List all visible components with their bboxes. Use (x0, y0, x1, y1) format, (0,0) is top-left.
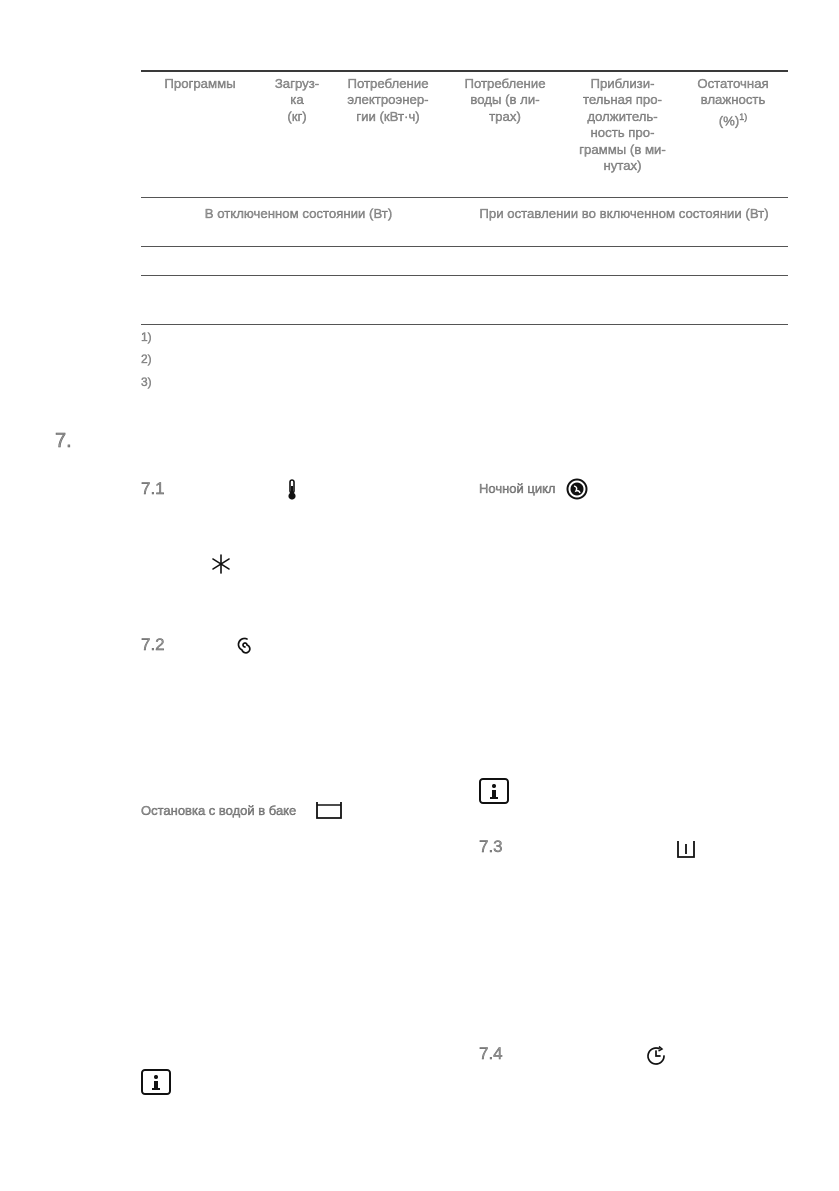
table-rule-1 (141, 197, 788, 198)
table-top-rule (141, 70, 788, 72)
table-header-duration: Приблизи- тельная про- должитель- ность про- граммы (в ми- нутах) (579, 76, 666, 174)
power-off-label: В отключенном состоянии (Вт) (204, 206, 393, 221)
footnote-3: 3) (141, 375, 152, 389)
power-left-on-label: При оставлении во включенном состоянии (Вт) (479, 206, 769, 221)
table-rule-3 (141, 275, 788, 276)
start-pause-icon (676, 839, 696, 859)
info-icon-bottom (141, 1069, 171, 1095)
subsection-7-4-number: 7.4 (479, 1044, 503, 1063)
table-rule-4 (141, 324, 788, 325)
night-cycle-icon (566, 478, 588, 500)
subsection-7-3-number: 7.3 (479, 837, 503, 856)
table-header-load: Загруз- ка (кг) (274, 76, 320, 124)
footnote-1: 1) (141, 330, 152, 344)
rinse-hold-label: Остановка с водой в баке (141, 803, 297, 818)
table-rule-2 (141, 246, 788, 247)
subsection-7-1-number: 7.1 (141, 479, 165, 498)
night-cycle-label: Ночной цикл (479, 481, 556, 496)
table-header-moisture-cell (681, 76, 785, 130)
table-header-moisture: Остаточная влажность (%) (697, 76, 769, 129)
rinse-hold-tank-icon (315, 800, 343, 820)
table-header-energy: Потребление электроэнер- гии (кВт·ч) (347, 76, 429, 124)
subsection-7-2-number: 7.2 (141, 635, 165, 654)
info-icon (479, 778, 509, 804)
table-header-water: Потребление воды (в ли- трах) (464, 76, 546, 124)
delay-start-clock-icon (645, 1045, 667, 1067)
table-header-moisture-footnote: 1) (739, 111, 748, 122)
cold-asterisk-icon (210, 553, 232, 575)
footnote-2: 2) (141, 352, 152, 366)
spin-spiral-icon (236, 637, 254, 657)
section-number: 7. (55, 430, 72, 452)
thermometer-icon (287, 479, 297, 501)
table-header-programs: Программы (164, 76, 236, 91)
